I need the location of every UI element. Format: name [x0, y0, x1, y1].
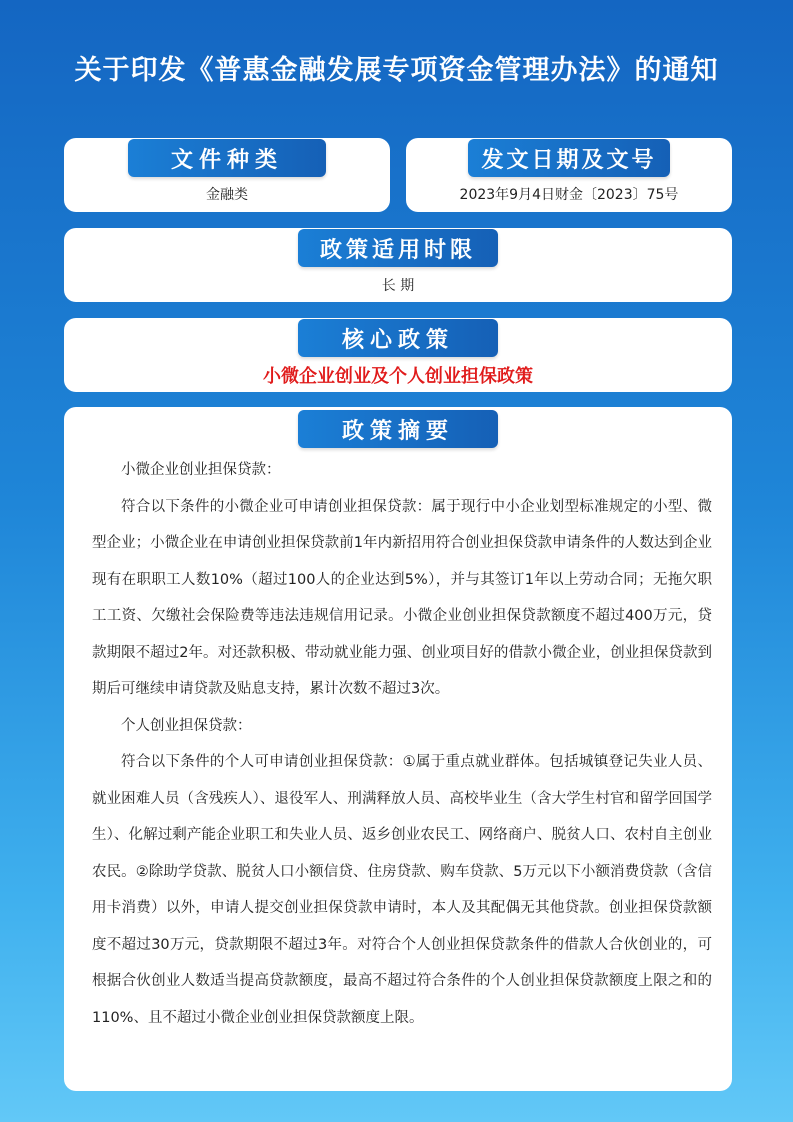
core-card	[64, 318, 732, 392]
issue-label: 发文日期及文号	[468, 139, 670, 177]
summary-paragraph-smb: 符合以下条件的小微企业可申请创业担保贷款：属于现行中小企业划型标准规定的小型、微型企业；小微企业在申请创业担保贷款前1年内新招用符合创业担保贷款申请条件的人数达到企业现有在职职工人数10%（超过100人的企业达到5%），并与其签订1年以上劳动合同；无拖欠职工工资、欠缴社会保险费等违法违规信用记录。小微企业创业担保贷款额度不超过400万元，贷款期限不超过2年。对还款积极、带动就业能力强、创业项目好的借款小微企业，创业担保贷款到期后可继续申请贷款及贴息支持，累计次数不超过3次。	[92, 498, 712, 697]
page-title: 关于印发《普惠金融发展专项资金管理办法》的通知	[74, 55, 719, 86]
file-type-label: 文件种类	[128, 139, 326, 177]
period-label: 政策适用时限	[298, 229, 498, 267]
file-type-value: 金融类	[206, 187, 248, 203]
period-value: 长 期	[381, 278, 415, 294]
period-card	[64, 228, 732, 302]
summary-heading-individual: 个人创业担保贷款：	[121, 717, 252, 734]
issue-card	[406, 138, 732, 212]
core-label: 核心政策	[298, 319, 498, 357]
summary-heading-smb: 小微企业创业担保贷款：	[121, 462, 281, 478]
summary-body	[92, 452, 712, 1036]
summary-paragraph-individual: 符合以下条件的个人可申请创业担保贷款：①属于重点就业群体。包括城镇登记失业人员、就业困难人员（含残疾人）、退役军人、刑满释放人员、高校毕业生（含大学生村官和留学回国学生）、化解过剩产能企业职工和失业人员、返乡创业农民工、网络商户、脱贫人口、农村自主创业农民。②除助学贷款、脱贫人口小额信贷、住房贷款、购车贷款、5万元以下小额消费贷款（含信用卡消费）以外，申请人提交创业担保贷款申请时，本人及其配偶无其他贷款。创业担保贷款额度不超过30万元，贷款期限不超过3年。对符合个人创业担保贷款条件的借款人合伙创业的，可根据合伙创业人数适当提高贷款额度，最高不超过符合条件的个人创业担保贷款额度上限之和的110%、且不超过小微企业创业担保贷款额度上限。	[92, 754, 712, 1026]
issue-value: 2023年9月4日财金〔2023〕75号	[459, 187, 679, 203]
core-value: 小微企业创业及个人创业担保政策	[263, 366, 533, 387]
summary-label: 政策摘要	[298, 410, 498, 448]
file-type-card	[64, 138, 390, 212]
